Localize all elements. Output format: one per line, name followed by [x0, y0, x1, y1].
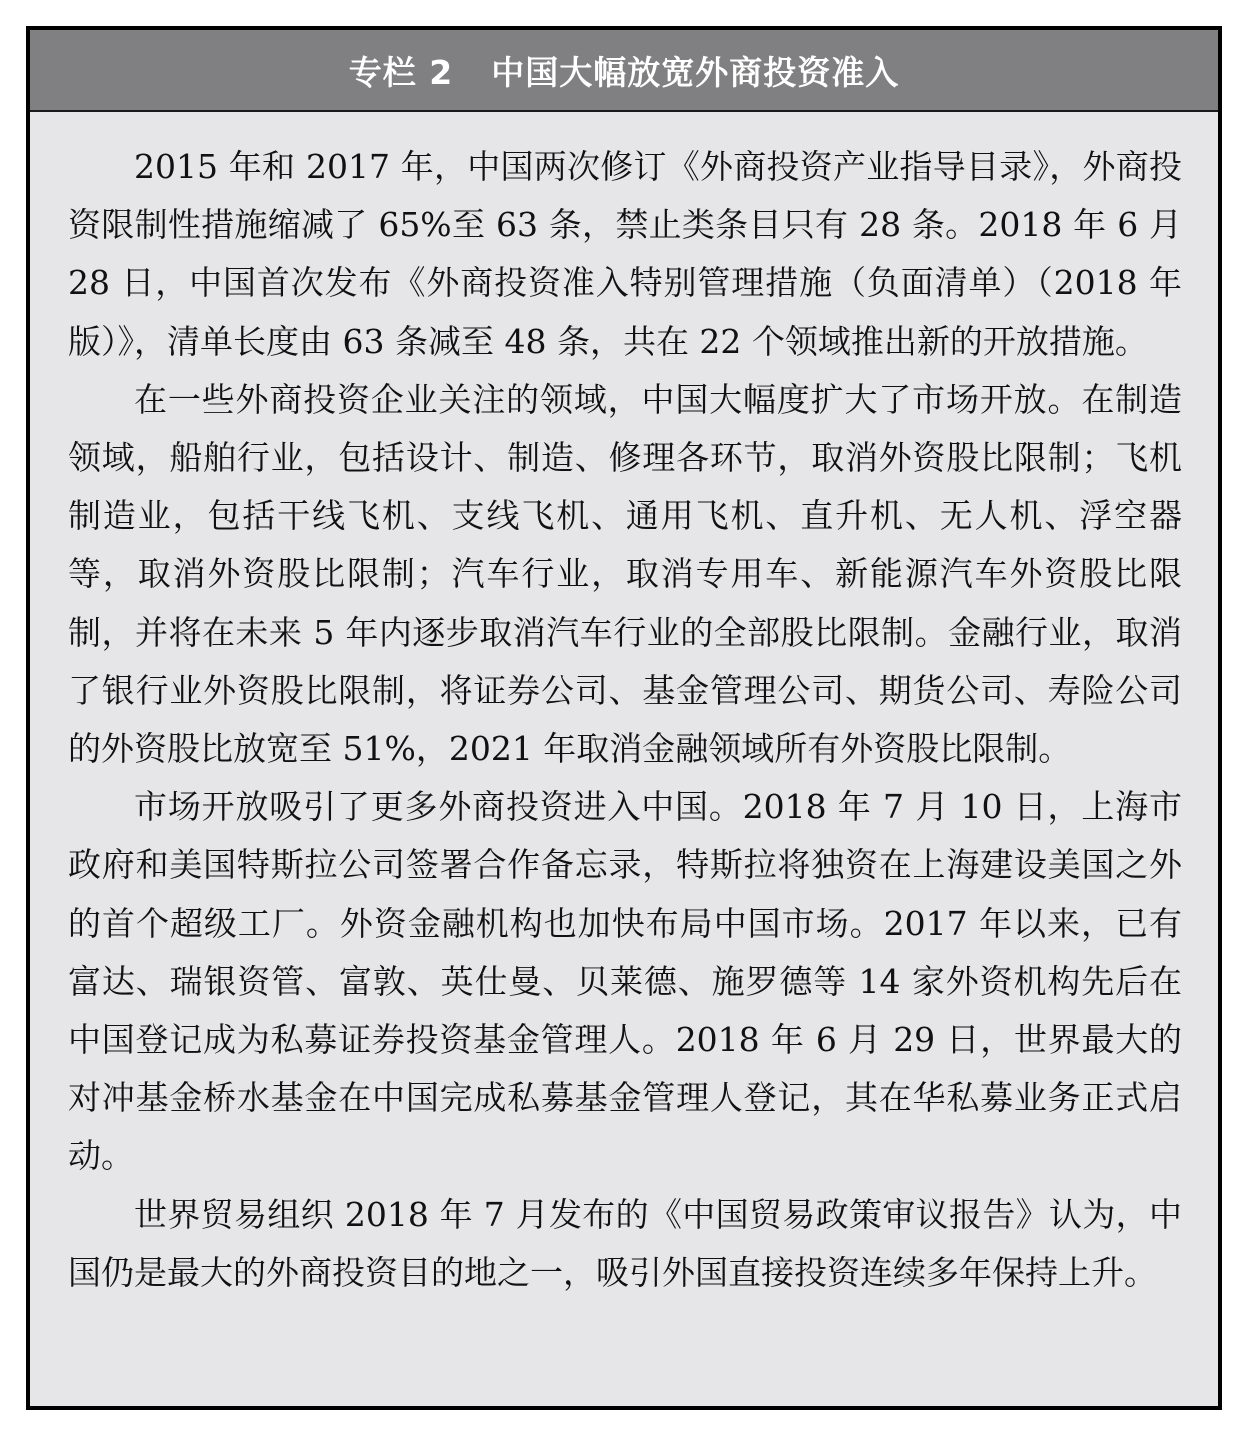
sidebar-box	[26, 26, 1222, 1410]
column-number: 专栏 2	[348, 52, 454, 92]
paragraph: 在一些外商投资企业关注的领域，中国大幅度扩大了市场开放。在制造领域，船舶行业，包括设计、制造、修理各环节，取消外资股比限制；飞机制造业，包括干线飞机、支线飞机、通用飞机、直升机、无人机、浮空器等，取消外资股比限制；汽车行业，取消专用车、新能源汽车外资股比限制，并将在未来 5 年内逐步取消汽车行业的全部股比限制。金融行业，取消了银行业外资股比限制，将证券公司、基金管理公司、期货公司、寿险公司的外资股比放宽至 51%，2021 年取消金融领域所有外资股比限制。	[68, 379, 1182, 769]
box-content	[30, 112, 1218, 1302]
box-title: 中国大幅放宽外商投资准入	[491, 52, 900, 92]
paragraph: 市场开放吸引了更多外商投资进入中国。2018 年 7 月 10 日，上海市政府和美国特斯拉公司签署合作备忘录，特斯拉将独资在上海建设美国之外的首个超级工厂。外资金融机构也加快布局中国市场。2017 年以来，已有富达、瑞银资管、富敦、英仕曼、贝莱德、施罗德等 14 家外资机构先后在中国登记成为私募证券投资基金管理人。2018 年 6 月 29 日，世界最大的对冲基金桥水基金在中国完成私募基金管理人登记，其在华私募业务正式启动。	[68, 787, 1182, 1176]
paragraph: 2015 年和 2017 年，中国两次修订《外商投资产业指导目录》，外商投资限制性措施缩减了 65%至 63 条，禁止类条目只有 28 条。2018 年 6 月 28 日，中国首次发布《外商投资准入特别管理措施（负面清单）（2018 年版）》，清单长度由 63 条减至 48 条，共在 22 个领域推出新的开放措施。	[68, 147, 1182, 361]
paragraph: 世界贸易组织 2018 年 7 月发布的《中国贸易政策审议报告》认为，中国仍是最大的外商投资目的地之一，吸引外国直接投资连续多年保持上升。	[68, 1194, 1182, 1292]
box-header	[30, 30, 1218, 112]
